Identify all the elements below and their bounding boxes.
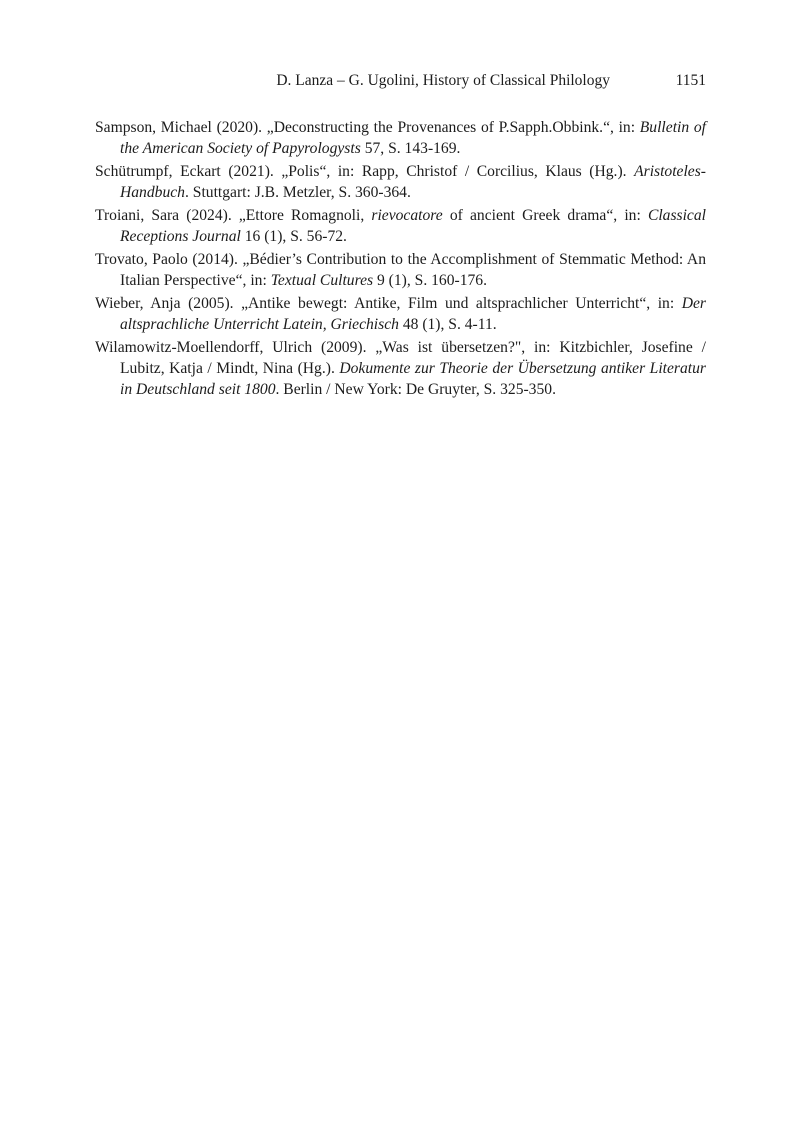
reference-text: . Berlin / New York: De Gruyter, S. 325-350.: [275, 381, 556, 398]
reference-entry: [95, 205, 706, 247]
reference-title-italic: Bulletin of the American Society of Papyrologysts: [120, 119, 706, 157]
reference-text: Trovato, Paolo (2014). „Bédier’s Contribution to the Accomplishment of Stemmatic Method: An Italian Perspective“, in:: [95, 251, 706, 289]
reference-text: Sampson, Michael (2020). „Deconstructing the Provenances of P.Sapph.Obbink.“, in:: [95, 119, 640, 136]
reference-entry: [95, 161, 706, 203]
reference-text: 57, S. 143-169.: [360, 140, 461, 157]
reference-text: . Stuttgart: J.B. Metzler, S. 360-364.: [184, 184, 411, 201]
reference-title-italic: Dokumente zur Theorie der Übersetzung antiker Literatur in Deutschland seit 1800: [120, 360, 706, 398]
reference-text: 16 (1), S. 56-72.: [240, 228, 347, 245]
reference-text: Wieber, Anja (2005). „Antike bewegt: Antike, Film und altsprachlicher Unterricht“, in:: [95, 295, 682, 312]
reference-entry: [95, 249, 706, 291]
reference-text: 48 (1), S. 4-11.: [398, 316, 497, 333]
reference-title-italic: Aristoteles-Handbuch: [120, 163, 706, 201]
reference-text: Schütrumpf, Eckart (2021). „Polis“, in: Rapp, Christof / Corcilius, Klaus (Hg.).: [95, 163, 635, 180]
reference-text: of ancient Greek drama“, in:: [442, 207, 648, 224]
reference-entry: [95, 293, 706, 335]
running-title: D. Lanza – G. Ugolini, History of Classical Philology: [276, 72, 610, 89]
reference-text: Troiani, Sara (2024). „Ettore Romagnoli,: [95, 207, 372, 224]
reference-text: 9 (1), S. 160-176.: [373, 272, 487, 289]
running-header: [95, 72, 706, 94]
reference-title-italic: rievocatore: [371, 207, 443, 224]
reference-entry: [95, 117, 706, 159]
reference-title-italic: Der altsprachliche Unterricht Latein, Griechisch: [120, 295, 706, 333]
reference-text: Wilamowitz-Moellendorff, Ulrich (2009). „Was ist übersetzen?", in: Kitzbichler, Josefine / Lubitz, Katja / Mindt, Nina (Hg.).: [95, 339, 706, 377]
reference-entry: [95, 337, 706, 400]
reference-title-italic: Textual Cultures: [270, 272, 374, 289]
bibliography-list: [95, 117, 706, 402]
page-number: 1151: [675, 72, 706, 89]
reference-journal-italic: Classical Receptions Journal: [120, 207, 706, 245]
